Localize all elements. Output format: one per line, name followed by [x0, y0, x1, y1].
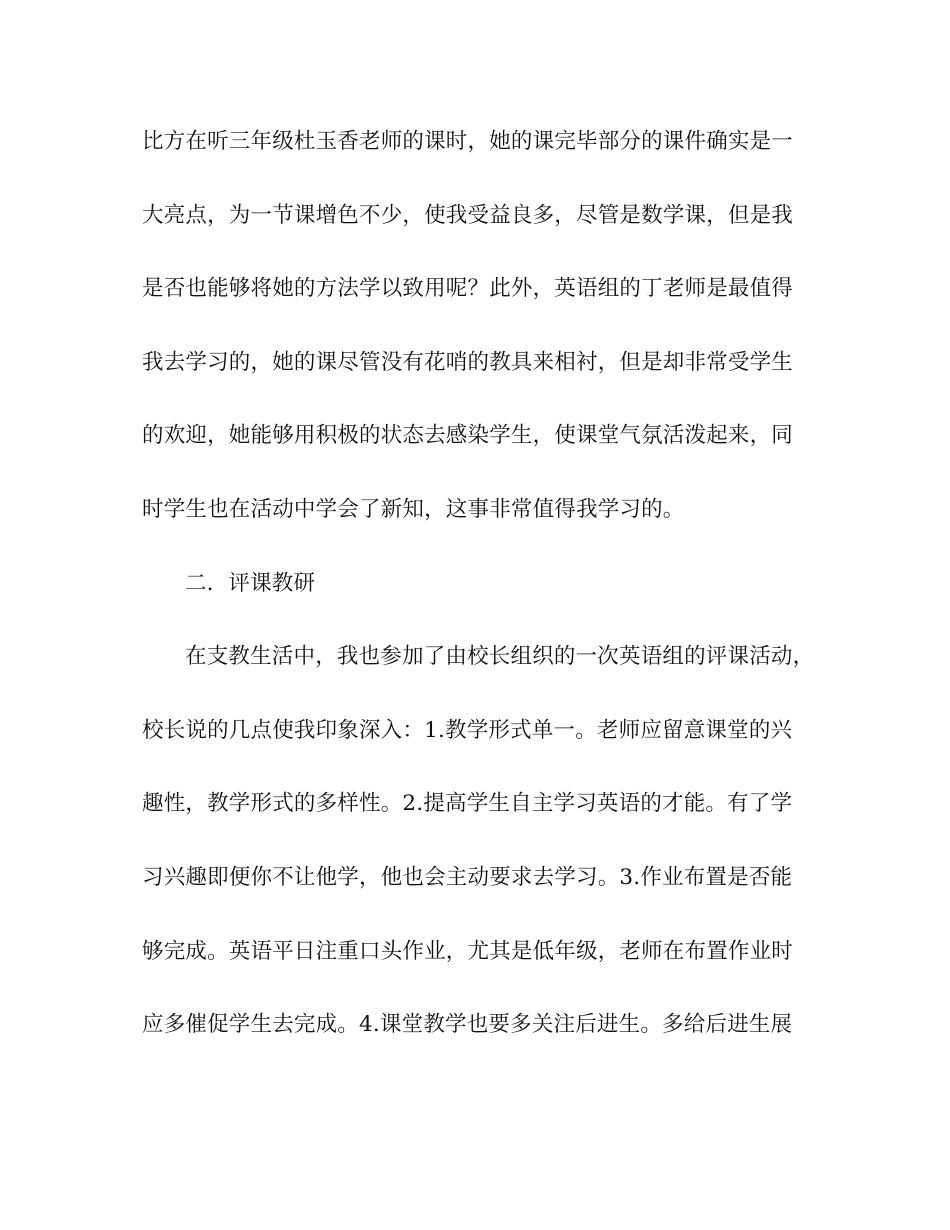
text-line: 应多催促学生去完成。4.课堂教学也要多关注后进生。多给后进生展	[142, 1012, 793, 1038]
text-line: 够完成。英语平日注重口头作业，尤其是低年级，老师在布置作业时	[142, 938, 794, 964]
paragraph-start-line: 在支教生活中，我也参加了由校长组织的一次英语组的评课活动，	[185, 644, 815, 670]
text-line: 大亮点，为一节课增色不少，使我受益良多，尽管是数学课，但是我	[142, 202, 794, 228]
text-line: 是否也能够将她的方法学以致用呢？此外，英语组的丁老师是最值得	[142, 276, 794, 302]
text-line: 趣性，教学形式的多样性。2.提高学生自主学习英语的才能。有了学	[142, 791, 793, 817]
text-line: 校长说的几点使我印象深入：1.教学形式单一。老师应留意课堂的兴	[142, 717, 793, 743]
text-line: 的欢迎，她能够用积极的状态去感染学生，使课堂气氛活泼起来，同	[142, 423, 794, 449]
text-line: 习兴趣即便你不让他学，他也会主动要求去学习。3.作业布置是否能	[142, 864, 793, 890]
text-line: 比方在听三年级杜玉香老师的课时，她的课完毕部分的课件确实是一	[142, 129, 794, 154]
section-heading: 二．评课教研	[185, 570, 316, 596]
text-line: 时学生也在活动中学会了新知，这事非常值得我学习的。	[142, 496, 685, 522]
text-line: 我去学习的，她的课尽管没有花哨的教具来相衬，但是却非常受学生	[142, 349, 794, 375]
body-text	[142, 118, 815, 1075]
